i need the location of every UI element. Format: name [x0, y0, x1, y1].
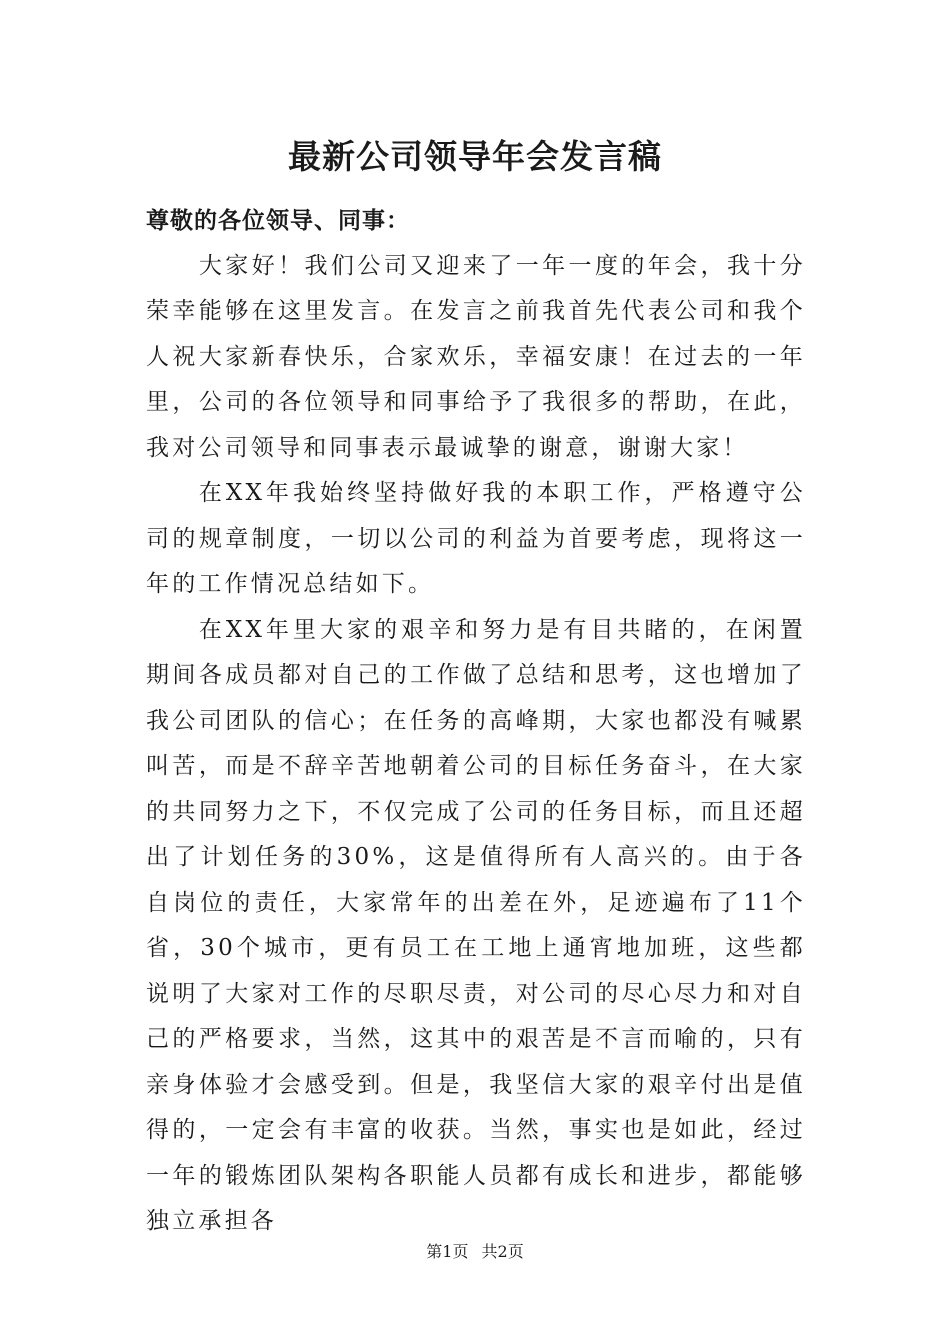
page-total: 共2页 — [481, 1242, 524, 1261]
paragraph-3: 在XX年里大家的艰辛和努力是有目共睹的，在闲置期间各成员都对自己的工作做了总结和思考，这也增加了我公司团队的信心；在任务的高峰期，大家也都没有喊累叫苦，而是不辞辛苦地朝着公司的目标任务奋斗，在大家的共同努力之下，不仅完成了公司的任务目标，而且还超出了计划任务的30%，这是值得所有人高兴的。由于各自岗位的责任，大家常年的出差在外，足迹遍布了11个省，30个城市，更有员工在工地上通宵地加班，这些都说明了大家对工作的尽职尽责，对公司的尽心尽力和对自己的严格要求，当然，这其中的艰苦是不言而喻的，只有亲身体验才会感受到。但是，我坚信大家的艰辛付出是值得的，一定会有丰富的收获。当然，事实也是如此，经过一年的锻炼团队架构各职能人员都有成长和进步，都能够独立承担各 — [146, 616, 806, 1234]
greeting: 尊敬的各位领导、同事： — [146, 207, 410, 234]
page-number: 第1页 — [426, 1242, 469, 1261]
document-title: 最新公司领导年会发言稿 — [288, 137, 662, 176]
document-body — [146, 198, 806, 1245]
page-footer — [0, 1240, 950, 1264]
paragraph-1: 大家好！我们公司又迎来了一年一度的年会，我十分荣幸能够在这里发言。在发言之前我首先代表公司和我个人祝大家新春快乐，合家欢乐，幸福安康！在过去的一年里，公司的各位领导和同事给予了我很多的帮助，在此，我对公司领导和同事表示最诚挚的谢意，谢谢大家！ — [146, 252, 806, 461]
paragraph-2: 在XX年我始终坚持做好我的本职工作，严格遵守公司的规章制度，一切以公司的利益为首要考虑，现将这一年的工作情况总结如下。 — [146, 480, 806, 597]
